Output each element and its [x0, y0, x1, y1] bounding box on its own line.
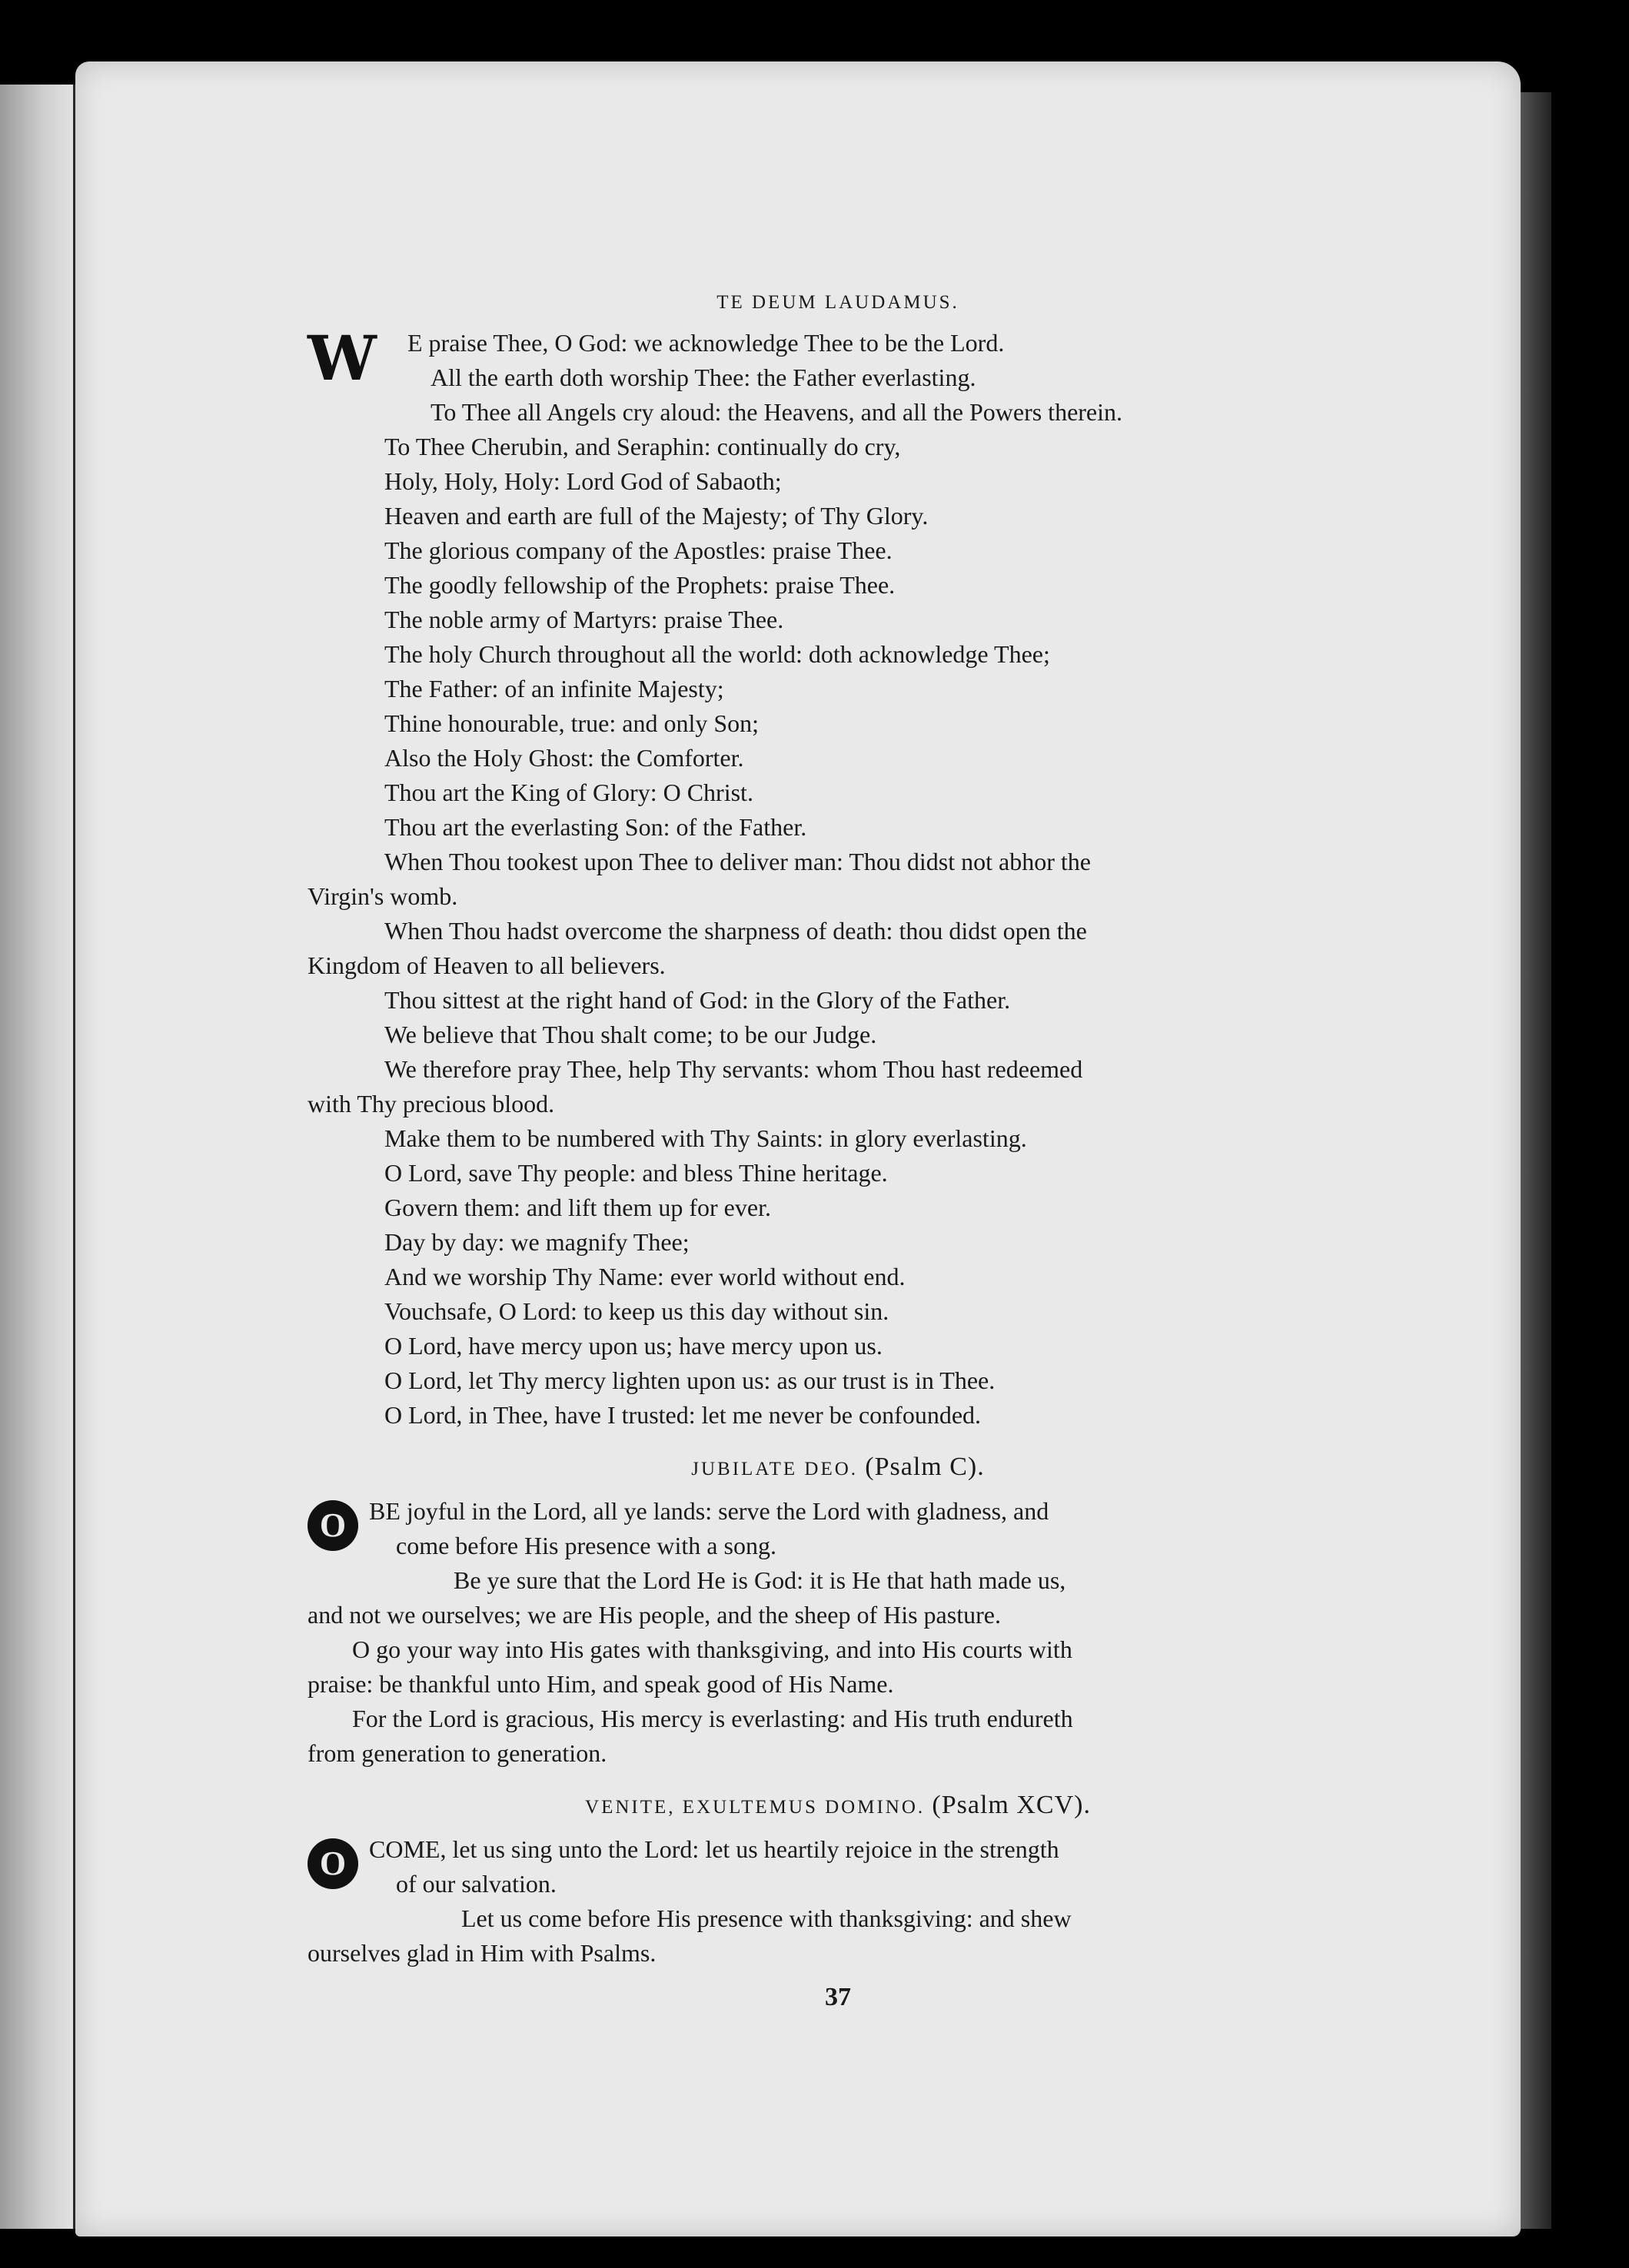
- te-deum-line: The glorious company of the Apostles: praise Thee.: [384, 536, 893, 564]
- te-deum-line-continued: Kingdom of Heaven to all believers.: [308, 951, 666, 979]
- te-deum-line-continued: with Thy precious blood.: [308, 1090, 555, 1117]
- te-deum-line: Thou art the everlasting Son: of the Father.: [384, 813, 807, 841]
- te-deum-line: O Lord, have mercy upon us; have mercy upon us.: [384, 1332, 883, 1360]
- te-deum-line: Thou sittest at the right hand of God: in the Glory of the Father.: [384, 986, 1011, 1014]
- jubilate-title: [308, 1453, 1368, 1482]
- venite-line: Let us come before His presence with thanksgiving: and shew: [461, 1904, 1072, 1932]
- venite-dropcap: O: [308, 1838, 358, 1889]
- jubilate-line-continued: praise: be thankful unto Him, and speak good of His Name.: [308, 1670, 894, 1698]
- venite-title: [308, 1791, 1368, 1820]
- te-deum-line: We believe that Thou shalt come; to be our Judge.: [384, 1021, 877, 1048]
- te-deum-line: Thine honourable, true: and only Son;: [384, 709, 760, 737]
- te-deum-line: The goodly fellowship of the Prophets: praise Thee.: [384, 571, 896, 599]
- te-deum-line: Also the Holy Ghost: the Comforter.: [384, 744, 744, 772]
- te-deum-line: O Lord, in Thee, have I trusted: let me never be confounded.: [384, 1401, 982, 1429]
- te-deum-dropcap: W: [308, 322, 377, 394]
- page-number: 37: [825, 1983, 851, 2011]
- te-deum-line: The noble army of Martyrs: praise Thee.: [384, 606, 784, 633]
- te-deum-line: O Lord, let Thy mercy lighten upon us: as our trust is in Thee.: [384, 1366, 996, 1394]
- te-deum-line: Day by day: we magnify Thee;: [384, 1228, 690, 1256]
- venite-first-line-cont: of our salvation.: [396, 1870, 557, 1898]
- te-deum-line: We therefore pray Thee, help Thy servants: whom Thou hast redeemed: [384, 1055, 1083, 1083]
- venite-title-text: VENITE, EXULTEMUS DOMINO.: [585, 1797, 926, 1818]
- jubilate-line: O go your way into His gates with thanksgiving, and into His courts with: [352, 1635, 1072, 1663]
- te-deum-line: Govern them: and lift them up for ever.: [384, 1194, 771, 1221]
- te-deum-line: O Lord, save Thy people: and bless Thine heritage.: [384, 1159, 888, 1187]
- te-deum-title: TE DEUM LAUDAMUS.: [716, 292, 959, 313]
- te-deum-line: Make them to be numbered with Thy Saints: in glory everlasting.: [384, 1124, 1027, 1152]
- venite-line-continued: ourselves glad in Him with Psalms.: [308, 1939, 657, 1967]
- te-deum-line: To Thee Cherubin, and Seraphin: continually do cry,: [384, 433, 901, 460]
- te-deum-line: Heaven and earth are full of the Majesty; of Thy Glory.: [384, 502, 929, 530]
- te-deum-line: Holy, Holy, Holy: Lord God of Sabaoth;: [384, 467, 782, 495]
- jubilate-line-continued: from generation to generation.: [308, 1739, 607, 1767]
- te-deum-line: All the earth doth worship Thee: the Father everlasting.: [431, 364, 976, 391]
- facing-page-edge: [0, 85, 75, 2229]
- page-shadow-edge: [1521, 92, 1551, 2229]
- te-deum-line: And we worship Thy Name: ever world without end.: [384, 1263, 906, 1290]
- te-deum-line: Vouchsafe, O Lord: to keep us this day without sin.: [384, 1297, 889, 1325]
- jubilate-dropcap: O: [308, 1500, 358, 1551]
- te-deum-line: Thou art the King of Glory: O Christ.: [384, 779, 753, 806]
- jubilate-first-line-text: BE joyful in the Lord, all ye lands: serve the Lord with gladness, and: [369, 1497, 1049, 1525]
- jubilate-first-line: [308, 1494, 1368, 1544]
- jubilate-first-line-cont: come before His presence with a song.: [396, 1532, 776, 1559]
- te-deum-line: When Thou tookest upon Thee to deliver man: Thou didst not abhor the: [384, 848, 1091, 875]
- venite-first-line: [308, 1832, 1368, 1882]
- page-content: [308, 292, 1368, 2038]
- jubilate-psalm: (Psalm C).: [865, 1453, 985, 1481]
- te-deum-line: The holy Church throughout all the world: doth acknowledge Thee;: [384, 640, 1050, 668]
- te-deum-first-line-text: E praise Thee, O God: we acknowledge Thee to be the Lord.: [407, 329, 1005, 357]
- te-deum-line: The Father: of an infinite Majesty;: [384, 675, 724, 702]
- venite-psalm: (Psalm XCV).: [932, 1791, 1091, 1819]
- jubilate-line-continued: and not we ourselves; we are His people, and the sheep of His pasture.: [308, 1601, 1001, 1629]
- jubilate-line: Be ye sure that the Lord He is God: it is He that hath made us,: [454, 1566, 1066, 1594]
- te-deum-line-continued: Virgin's womb.: [308, 882, 458, 910]
- venite-first-line-text: COME, let us sing unto the Lord: let us heartily rejoice in the strength: [369, 1835, 1059, 1863]
- te-deum-line: To Thee all Angels cry aloud: the Heavens, and all the Powers therein.: [431, 398, 1123, 426]
- jubilate-line: For the Lord is gracious, His mercy is everlasting: and His truth endureth: [352, 1705, 1073, 1732]
- jubilate-title-text: JUBILATE DEO.: [691, 1459, 859, 1479]
- te-deum-line: When Thou hadst overcome the sharpness of death: thou didst open the: [384, 917, 1087, 945]
